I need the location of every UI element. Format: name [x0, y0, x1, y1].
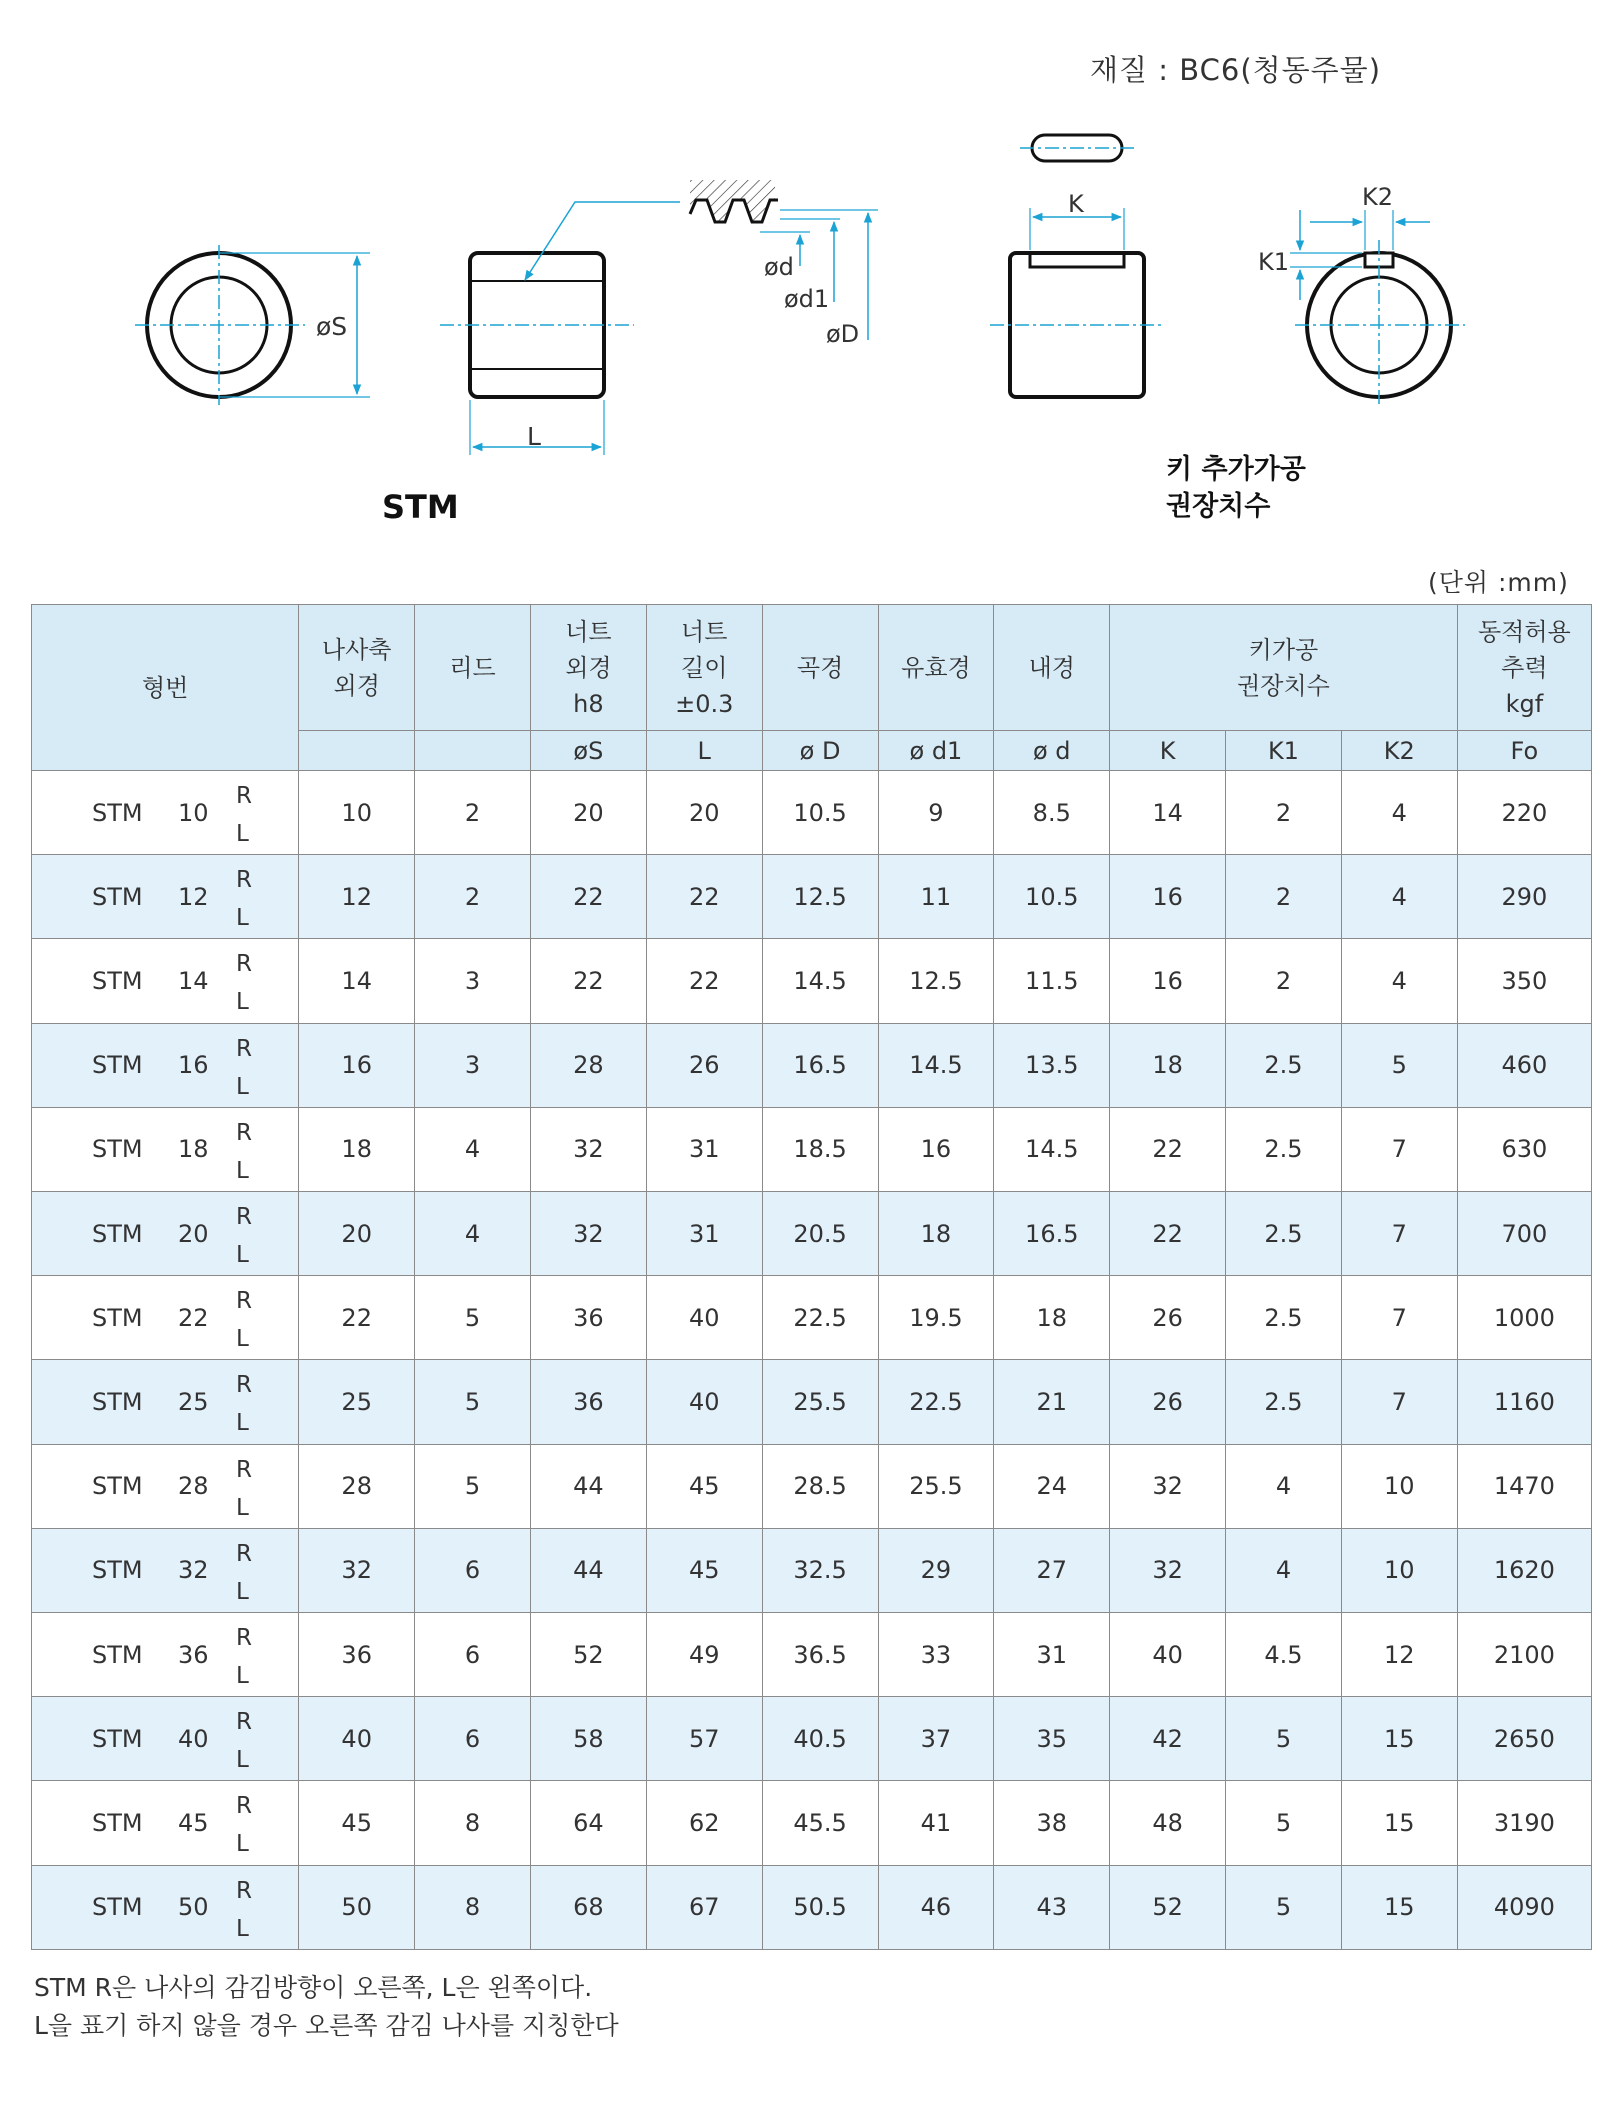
- cell-d: 38: [994, 1781, 1110, 1865]
- note-line-2: L을 표기 하지 않을 경우 오른쪽 감김 나사를 지칭한다: [34, 2011, 619, 2040]
- model-size: 22: [178, 1303, 209, 1332]
- cell-d: 31: [994, 1613, 1110, 1697]
- cell-L: 40: [646, 1360, 762, 1444]
- spec-table: [31, 604, 1592, 1950]
- cell-lead: 3: [415, 939, 531, 1023]
- header-text: h8: [573, 689, 604, 718]
- cell-S: 58: [530, 1697, 646, 1781]
- cell-K2: 15: [1341, 1865, 1457, 1949]
- header-nut-length: [646, 605, 762, 731]
- key-title-line1: 키 추가가공: [1166, 454, 1306, 485]
- cell-shaft: 28: [299, 1444, 415, 1528]
- model-size: 50: [178, 1893, 209, 1922]
- cell-L: 31: [646, 1107, 762, 1191]
- cell-K2: 7: [1341, 1192, 1457, 1276]
- model-l: L: [236, 1157, 249, 1184]
- header-text: kgf: [1505, 689, 1544, 718]
- cell-L: 22: [646, 939, 762, 1023]
- model-r: R: [236, 951, 252, 978]
- cell-d: 16.5: [994, 1192, 1110, 1276]
- dim-L-label: L: [527, 422, 541, 451]
- header-text: 나사축: [321, 635, 392, 664]
- cell-K: 52: [1110, 1865, 1226, 1949]
- cell-Fo: 290: [1457, 855, 1591, 939]
- dim-K2-label: K2: [1362, 183, 1394, 211]
- header-text: 권장치수: [1237, 671, 1330, 700]
- cell-K: 22: [1110, 1192, 1226, 1276]
- cell-K: 18: [1110, 1023, 1226, 1107]
- cell-d: 21: [994, 1360, 1110, 1444]
- cell-Fo: 3190: [1457, 1781, 1591, 1865]
- cell-d: 11.5: [994, 939, 1110, 1023]
- cell-K1: 5: [1226, 1781, 1342, 1865]
- cell-Fo: 4090: [1457, 1865, 1591, 1949]
- cell-lead: 8: [415, 1865, 531, 1949]
- model-size: 20: [178, 1219, 209, 1248]
- cell-K1: 2.5: [1226, 1023, 1342, 1107]
- cell-K2: 4: [1341, 939, 1457, 1023]
- table-row: [32, 1192, 1592, 1276]
- cell-S: 32: [530, 1192, 646, 1276]
- model-cell: [32, 1444, 299, 1528]
- model-l: L: [236, 1578, 249, 1605]
- model-size: 14: [178, 967, 209, 995]
- subheader-K1: K1: [1226, 731, 1342, 771]
- dim-K-label: K: [1068, 190, 1084, 218]
- cell-D: 12.5: [762, 855, 878, 939]
- header-text: 외경: [565, 653, 612, 682]
- cell-d: 27: [994, 1528, 1110, 1612]
- cell-L: 49: [646, 1613, 762, 1697]
- model-l: L: [236, 1073, 249, 1100]
- cell-K1: 4: [1226, 1528, 1342, 1612]
- table-row: [32, 855, 1592, 939]
- model-size: 12: [178, 882, 209, 911]
- header-text: 길이: [681, 653, 728, 682]
- model-r: R: [236, 1456, 252, 1483]
- cell-K2: 15: [1341, 1781, 1457, 1865]
- cell-lead: 8: [415, 1781, 531, 1865]
- cell-S: 36: [530, 1360, 646, 1444]
- header-model: 형번: [32, 605, 299, 771]
- spec-table-body: [32, 771, 1592, 1950]
- cell-shaft: 10: [299, 771, 415, 855]
- model-size: 36: [178, 1640, 209, 1669]
- cell-K1: 2: [1226, 939, 1342, 1023]
- model-r: R: [236, 1540, 252, 1567]
- cell-S: 28: [530, 1023, 646, 1107]
- cell-shaft: 40: [299, 1697, 415, 1781]
- model-cell: [32, 1192, 299, 1276]
- cell-D: 50.5: [762, 1865, 878, 1949]
- cell-K2: 7: [1341, 1107, 1457, 1191]
- cell-K1: 4: [1226, 1444, 1342, 1528]
- cell-lead: 6: [415, 1613, 531, 1697]
- subheader-K2: K2: [1341, 731, 1457, 771]
- cell-K: 22: [1110, 1107, 1226, 1191]
- cell-shaft: 16: [299, 1023, 415, 1107]
- model-l: L: [236, 1747, 249, 1774]
- model-name: STM: [92, 1303, 143, 1332]
- model-cell: [32, 1276, 299, 1360]
- cell-shaft: 18: [299, 1107, 415, 1191]
- header-text: ±0.3: [675, 689, 734, 718]
- cell-D: 25.5: [762, 1360, 878, 1444]
- model-r: R: [236, 1877, 252, 1904]
- cell-D: 40.5: [762, 1697, 878, 1781]
- cell-K1: 2: [1226, 771, 1342, 855]
- cell-Fo: 700: [1457, 1192, 1591, 1276]
- model-l: L: [236, 989, 249, 1016]
- model-size: 16: [178, 1051, 209, 1080]
- model-l: L: [236, 1242, 249, 1269]
- model-r: R: [236, 867, 252, 894]
- model-name: STM: [92, 1556, 143, 1585]
- cell-K2: 12: [1341, 1613, 1457, 1697]
- table-row: [32, 1023, 1592, 1107]
- cell-d: 24: [994, 1444, 1110, 1528]
- note-line-1: STM R은 나사의 감김방향이 오른쪽, L은 왼쪽이다.: [34, 1973, 593, 2002]
- cell-d1: 11: [878, 855, 994, 939]
- cell-d1: 25.5: [878, 1444, 994, 1528]
- cell-K2: 10: [1341, 1528, 1457, 1612]
- cell-K: 32: [1110, 1528, 1226, 1612]
- cell-D: 32.5: [762, 1528, 878, 1612]
- cell-K: 32: [1110, 1444, 1226, 1528]
- model-cell: [32, 1865, 299, 1949]
- cell-L: 20: [646, 771, 762, 855]
- key-groove-side-view: [990, 208, 1164, 397]
- cell-K1: 2.5: [1226, 1107, 1342, 1191]
- cell-L: 67: [646, 1865, 762, 1949]
- model-r: R: [236, 1709, 252, 1736]
- cell-d: 13.5: [994, 1023, 1110, 1107]
- cell-L: 22: [646, 855, 762, 939]
- cell-lead: 2: [415, 771, 531, 855]
- cell-L: 26: [646, 1023, 762, 1107]
- cell-L: 62: [646, 1781, 762, 1865]
- cell-D: 22.5: [762, 1276, 878, 1360]
- cell-K1: 2.5: [1226, 1276, 1342, 1360]
- cell-S: 52: [530, 1613, 646, 1697]
- cell-Fo: 630: [1457, 1107, 1591, 1191]
- cell-L: 45: [646, 1528, 762, 1612]
- model-l: L: [236, 1915, 249, 1942]
- table-row: [32, 1444, 1592, 1528]
- header-text: 추력: [1501, 653, 1548, 682]
- cell-D: 16.5: [762, 1023, 878, 1107]
- table-row: [32, 939, 1592, 1023]
- cell-S: 64: [530, 1781, 646, 1865]
- cell-K1: 4.5: [1226, 1613, 1342, 1697]
- cell-Fo: 1000: [1457, 1276, 1591, 1360]
- table-row: [32, 1697, 1592, 1781]
- cell-L: 57: [646, 1697, 762, 1781]
- cell-lead: 5: [415, 1360, 531, 1444]
- cell-S: 44: [530, 1444, 646, 1528]
- header-effective-diameter: 유효경: [878, 605, 994, 731]
- cell-lead: 6: [415, 1528, 531, 1612]
- cell-S: 22: [530, 855, 646, 939]
- model-r: R: [236, 1288, 252, 1315]
- model-r: R: [236, 1625, 252, 1652]
- cell-D: 45.5: [762, 1781, 878, 1865]
- cell-shaft: 32: [299, 1528, 415, 1612]
- cell-D: 18.5: [762, 1107, 878, 1191]
- cell-Fo: 350: [1457, 939, 1591, 1023]
- cell-K: 16: [1110, 939, 1226, 1023]
- technical-drawing: [0, 0, 1624, 560]
- cell-Fo: 1160: [1457, 1360, 1591, 1444]
- cell-K2: 7: [1341, 1360, 1457, 1444]
- model-cell: [32, 1528, 299, 1612]
- header-inner-diameter: 내경: [994, 605, 1110, 731]
- cell-K: 42: [1110, 1697, 1226, 1781]
- model-name: STM: [92, 1809, 143, 1838]
- cell-Fo: 2650: [1457, 1697, 1591, 1781]
- dim-d-label: ød: [764, 253, 794, 281]
- cell-S: 68: [530, 1865, 646, 1949]
- model-cell: [32, 1023, 299, 1107]
- header-text: 외경: [333, 671, 380, 700]
- cell-d: 10.5: [994, 855, 1110, 939]
- model-name: STM: [92, 1219, 143, 1248]
- model-name: STM: [92, 798, 143, 827]
- cell-Fo: 2100: [1457, 1613, 1591, 1697]
- model-size: 28: [178, 1472, 209, 1501]
- header-root-diameter: 곡경: [762, 605, 878, 731]
- model-r: R: [236, 1372, 252, 1399]
- table-row: [32, 1276, 1592, 1360]
- model-l: L: [236, 1831, 249, 1858]
- model-name: STM: [92, 1640, 143, 1669]
- cell-K1: 2.5: [1226, 1360, 1342, 1444]
- cell-shaft: 50: [299, 1865, 415, 1949]
- cell-shaft: 36: [299, 1613, 415, 1697]
- cell-d1: 37: [878, 1697, 994, 1781]
- cell-L: 45: [646, 1444, 762, 1528]
- cell-lead: 6: [415, 1697, 531, 1781]
- table-row: [32, 1613, 1592, 1697]
- cell-K2: 4: [1341, 855, 1457, 939]
- model-r: R: [236, 1793, 252, 1820]
- cell-d1: 46: [878, 1865, 994, 1949]
- cell-K: 40: [1110, 1613, 1226, 1697]
- model-name: STM: [92, 882, 143, 911]
- table-row: [32, 1865, 1592, 1949]
- cell-d1: 9: [878, 771, 994, 855]
- subheader-Fo: Fo: [1457, 731, 1591, 771]
- model-l: L: [236, 905, 249, 932]
- cell-d1: 19.5: [878, 1276, 994, 1360]
- dim-D-label: øD: [826, 320, 860, 348]
- model-name: STM: [92, 1472, 143, 1501]
- cell-shaft: 12: [299, 855, 415, 939]
- cell-Fo: 220: [1457, 771, 1591, 855]
- model-size: 32: [178, 1556, 209, 1585]
- cell-D: 36.5: [762, 1613, 878, 1697]
- key-title-line2: 권장치수: [1166, 491, 1271, 522]
- cell-d1: 18: [878, 1192, 994, 1276]
- cell-K: 16: [1110, 855, 1226, 939]
- cell-shaft: 14: [299, 939, 415, 1023]
- cell-d1: 16: [878, 1107, 994, 1191]
- model-name: STM: [92, 1893, 143, 1922]
- cell-S: 22: [530, 939, 646, 1023]
- subheader-empty: [299, 731, 415, 771]
- model-r: R: [236, 1119, 252, 1146]
- cell-shaft: 45: [299, 1781, 415, 1865]
- model-name: STM: [92, 1388, 143, 1417]
- subheader-d: ø d: [994, 731, 1110, 771]
- header-text: 키가공: [1248, 635, 1319, 664]
- table-row: [32, 1360, 1592, 1444]
- cell-d: 18: [994, 1276, 1110, 1360]
- table-row: [32, 1107, 1592, 1191]
- model-name: STM: [92, 1724, 143, 1753]
- cell-Fo: 1470: [1457, 1444, 1591, 1528]
- cell-d1: 12.5: [878, 939, 994, 1023]
- cell-K2: 7: [1341, 1276, 1457, 1360]
- cell-K2: 15: [1341, 1697, 1457, 1781]
- cell-shaft: 20: [299, 1192, 415, 1276]
- subheader-d1: ø d1: [878, 731, 994, 771]
- cell-d1: 29: [878, 1528, 994, 1612]
- cell-K1: 2: [1226, 855, 1342, 939]
- dim-K1-label: K1: [1258, 248, 1290, 276]
- table-row: [32, 771, 1592, 855]
- subheader-K: K: [1110, 731, 1226, 771]
- model-l: L: [236, 1663, 249, 1690]
- subheader-empty: [415, 731, 531, 771]
- cell-d: 14.5: [994, 1107, 1110, 1191]
- dim-d1-label: ød1: [784, 285, 830, 313]
- header-key-dims: [1110, 605, 1458, 731]
- model-cell: [32, 1781, 299, 1865]
- cell-K2: 4: [1341, 771, 1457, 855]
- model-cell: [32, 1613, 299, 1697]
- dim-S-label: øS: [316, 312, 348, 341]
- cell-lead: 3: [415, 1023, 531, 1107]
- cell-L: 40: [646, 1276, 762, 1360]
- model-size: 25: [178, 1388, 209, 1417]
- cell-Fo: 460: [1457, 1023, 1591, 1107]
- model-cell: [32, 1360, 299, 1444]
- key-groove-end-view: [1290, 210, 1465, 405]
- cell-d: 43: [994, 1865, 1110, 1949]
- model-cell: [32, 1697, 299, 1781]
- cell-d1: 41: [878, 1781, 994, 1865]
- model-name: STM: [92, 1135, 143, 1164]
- cell-d1: 33: [878, 1613, 994, 1697]
- cell-S: 36: [530, 1276, 646, 1360]
- model-size: 45: [178, 1809, 209, 1838]
- cell-lead: 5: [415, 1444, 531, 1528]
- cell-K1: 5: [1226, 1865, 1342, 1949]
- cell-K2: 10: [1341, 1444, 1457, 1528]
- cell-D: 10.5: [762, 771, 878, 855]
- cell-K1: 2.5: [1226, 1192, 1342, 1276]
- cell-lead: 2: [415, 855, 531, 939]
- cell-S: 20: [530, 771, 646, 855]
- header-text: 동적허용: [1477, 617, 1571, 646]
- cell-lead: 4: [415, 1107, 531, 1191]
- key-piece: [1020, 135, 1134, 161]
- model-l: L: [236, 1494, 249, 1521]
- cell-d: 35: [994, 1697, 1110, 1781]
- model-cell: [32, 939, 299, 1023]
- cell-K2: 5: [1341, 1023, 1457, 1107]
- cell-K1: 5: [1226, 1697, 1342, 1781]
- header-shaft-od: [299, 605, 415, 731]
- cell-D: 20.5: [762, 1192, 878, 1276]
- subheader-S: øS: [530, 731, 646, 771]
- cell-L: 31: [646, 1192, 762, 1276]
- header-dynamic-load: [1457, 605, 1591, 731]
- model-cell: [32, 771, 299, 855]
- cell-S: 44: [530, 1528, 646, 1612]
- header-lead: 리드: [415, 605, 531, 731]
- header-row: [32, 605, 1592, 731]
- model-l: L: [236, 1410, 249, 1437]
- header-text: 너트: [681, 617, 728, 646]
- stm-label: STM: [382, 488, 459, 526]
- cell-lead: 4: [415, 1192, 531, 1276]
- cell-shaft: 25: [299, 1360, 415, 1444]
- header-text: 너트: [565, 617, 612, 646]
- nut-side-view: [440, 202, 680, 455]
- cell-D: 14.5: [762, 939, 878, 1023]
- subheader-D: ø D: [762, 731, 878, 771]
- model-r: R: [236, 783, 252, 809]
- cell-Fo: 1620: [1457, 1528, 1591, 1612]
- table-row: [32, 1781, 1592, 1865]
- model-size: 40: [178, 1724, 209, 1753]
- model-cell: [32, 855, 299, 939]
- cell-K: 26: [1110, 1360, 1226, 1444]
- cell-K: 48: [1110, 1781, 1226, 1865]
- cell-S: 32: [530, 1107, 646, 1191]
- material-label: 재질 : BC6(청동주물): [1090, 53, 1382, 87]
- model-l: L: [236, 1326, 249, 1353]
- model-size: 18: [178, 1135, 209, 1164]
- model-cell: [32, 1107, 299, 1191]
- model-r: R: [236, 1035, 252, 1062]
- cell-D: 28.5: [762, 1444, 878, 1528]
- cell-shaft: 22: [299, 1276, 415, 1360]
- cell-K: 14: [1110, 771, 1226, 855]
- cell-d1: 22.5: [878, 1360, 994, 1444]
- key-machining-title: [1166, 451, 1306, 525]
- subheader-L: L: [646, 731, 762, 771]
- model-name: STM: [92, 1051, 143, 1080]
- model-size: 10: [178, 798, 209, 827]
- unit-label: (단위 :mm): [1428, 568, 1569, 597]
- cell-lead: 5: [415, 1276, 531, 1360]
- cell-K: 26: [1110, 1276, 1226, 1360]
- model-r: R: [236, 1204, 252, 1231]
- model-name: STM: [92, 967, 143, 995]
- header-nut-od: [530, 605, 646, 731]
- cell-d1: 14.5: [878, 1023, 994, 1107]
- table-row: [32, 1528, 1592, 1612]
- model-l: L: [236, 821, 249, 847]
- cell-d: 8.5: [994, 771, 1110, 855]
